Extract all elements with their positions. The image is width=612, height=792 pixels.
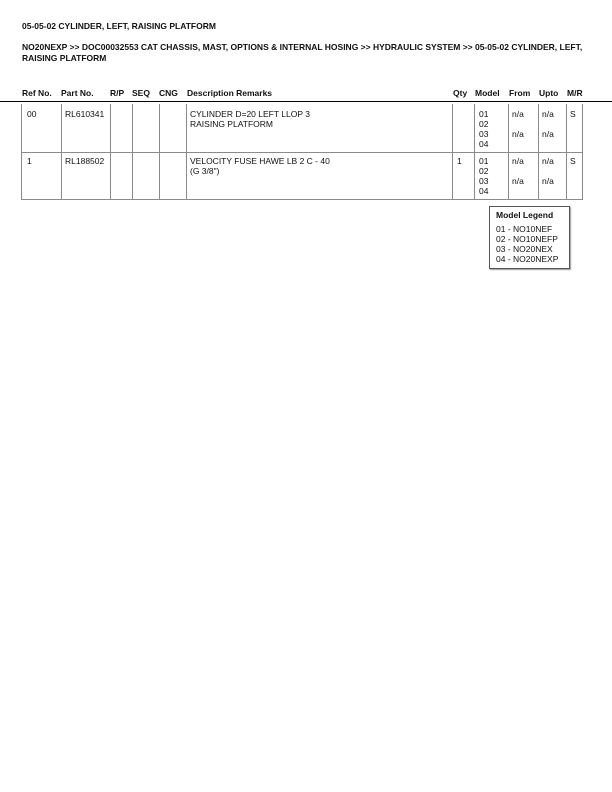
remarks-cell: (G 3/8"): [190, 166, 220, 176]
model-cell: 03: [479, 176, 489, 186]
model-cell: 02: [479, 119, 489, 129]
mr-cell: S: [570, 156, 576, 166]
legend-item: 03 - NO20NEX: [496, 244, 553, 254]
header-from: From: [509, 88, 531, 98]
header-seq: SEQ: [132, 88, 150, 98]
model-cell: 03: [479, 129, 489, 139]
qty-cell: 1: [457, 156, 462, 166]
breadcrumb: NO20NEXP >> DOC00032553 CAT CHASSIS, MAST, OPTIONS & INTERNAL HOSING >> HYDRAULIC SYSTEM >> 05-05-02 CYLINDER, LEFT, RAISING PLATFORM: [22, 42, 583, 63]
model-legend-title: Model Legend: [496, 210, 554, 220]
description-cell: CYLINDER D=20 LEFT LLOP 3: [190, 109, 310, 119]
from-cell: n/a: [512, 156, 524, 166]
model-cell: 02: [479, 166, 489, 176]
part-no-cell[interactable]: RL610341: [65, 109, 105, 119]
from-cell: n/a: [512, 109, 524, 119]
header-qty: Qty: [453, 88, 468, 98]
header-description: Description Remarks: [187, 88, 273, 98]
from-cell: n/a: [512, 129, 524, 139]
header-divider: [0, 101, 612, 102]
header-part-no: Part No.: [61, 88, 94, 98]
legend-item: 01 - NO10NEF: [496, 224, 553, 234]
row-divider: [22, 152, 583, 153]
ref-no-cell: 00: [27, 109, 37, 119]
model-cell: 04: [479, 139, 489, 149]
upto-cell: n/a: [542, 156, 554, 166]
part-no-cell[interactable]: RL188502: [65, 156, 105, 166]
mr-cell: S: [570, 109, 576, 119]
header-ref-no: Ref No.: [22, 88, 52, 98]
upto-cell: n/a: [542, 129, 554, 139]
legend-item: 04 - NO20NEXP: [496, 254, 559, 264]
model-legend: [489, 206, 570, 269]
legend-item: 02 - NO10NEFP: [496, 234, 558, 244]
header-upto: Upto: [539, 88, 559, 98]
model-cell: 04: [479, 186, 489, 196]
model-cell: 01: [479, 109, 489, 119]
page-title: 05-05-02 CYLINDER, LEFT, RAISING PLATFORM: [22, 21, 216, 31]
header-model: Model: [475, 88, 500, 98]
upto-cell: n/a: [542, 176, 554, 186]
header-rp: R/P: [110, 88, 125, 98]
header-cng: CNG: [159, 88, 178, 98]
upto-cell: n/a: [542, 109, 554, 119]
model-cell: 01: [479, 156, 489, 166]
from-cell: n/a: [512, 176, 524, 186]
header-mr: M/R: [567, 88, 583, 98]
parts-table: [21, 104, 583, 200]
remarks-cell: RAISING PLATFORM: [190, 119, 273, 129]
ref-no-cell: 1: [27, 156, 32, 166]
description-cell: VELOCITY FUSE HAWE LB 2 C - 40: [190, 156, 330, 166]
